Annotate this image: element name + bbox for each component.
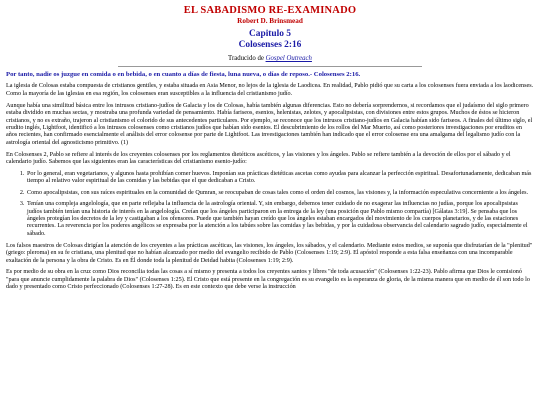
paragraph-4: Los falsos maestros de Colosas dirigían la atención de los creyentes a las prácticas ascéticas, las visiones, los ángeles, los sábados, y el calendario. Mediante estos medios, se suponía que disfrutarían de la "plenitud" (griego: pleroma) en su fe cristiana, una plenitud que no habían alcanzado por medio del evangelio recibido de Pablo (Colosenses 1:19; 2:9). El apóstol responde a esta falsa enseñanza con una incomparable exaltación de la persona y la obra de Cristo. Es en Él donde toda la plenitud de Deidad habita (Colosenses 1:19; 2:9). [6,242,533,264]
paragraph-1: La iglesia de Colosas estaba compuesta de cristianos gentiles, y estaba situada en Asia Menor, no lejos de la iglesia de Laodicea. En realidad, Pablo pidió que su carta a los colosenses fuera enviada a los laodicenses. Como la mayoría de las iglesias en esa región, los colosenses eran susceptibles a la influencia del cristianismo judío. [6,83,534,97]
gospel-outreach-link[interactable]: Gospel Outreach [265,55,312,62]
list-item: 3. Tenían una compleja angelología, que en parte reflejaba la influencia de la astrología oriental. Y, sin embargo, debemos tener cuidado de no exagerar las influencias no judías, porque los apocalipsistas judíos también tenían una historia de interés en la angelología. Creían que los ángeles participaron en la entrega de la ley (una posición que Pablo mismo compartía) [Gálatas 3:19]. Se pensaba que los ángeles protegían los decretos de la ley y castigaban a los ofensores. Puede que también hayan creído que los ángeles estaban encargados del movimiento de los cuerpos planetarios, y de las estaciones recurrentes. La reverencia por los poderes angélicos se expresaba por la atención a los tabúes sobre las comidas y las bebidas, y por la cuidadosa observancia del calendario sagrado judío, especialmente el sábado. [26,201,534,238]
chapter-heading: Capitulo 5 [249,29,291,39]
paragraph-2: Aunque había una similitud básica entre los intrusos cristiano-judíos de Galacia y los de Colosas, había también algunas diferencias. Esto no debería sorprendernos, si recordamos que el judaísmo del siglo primero estaba dividido en muchas sectas, y mostraba una profunda variedad de pensamiento. Había fariseos, esenios, helenistas, zelotes, y apocalipsistas, con divisiones entre estos grupos. Muchos de éstos se hicieron cristianos, y no es extraño, trajeron al cristianismo el colorido de sus antecedentes particulares. Por ejemplo, se reconoce que los intrusos cristiano-judíos en Galacia habían sido fariseos. A finales del último siglo, el erudito inglés, Lightfoot, identificó a los intrusos colosenses como cristianos judíos que habían sido esenios. El descubrimiento de los rollos del Mar Muerto, así como posteriores investigaciones por eruditos en años recientes, han confirmado esencialmente el análisis del error colosense por parte de Lightfoot. Las investigaciones también han indicado que el error colosense era una amalgama del legalismo judío con la astrología oriental del agnosticismo primitivo. (1) [6,102,533,146]
translator-prefix: Traducido de [228,55,266,62]
author-name: Robert D. Brinsmead [237,17,303,25]
page-title: EL SABADISMO RE-EXAMINADO [183,5,357,16]
paragraph-3: En Colosenses 2, Pablo se refiere al interés de los creyentes colosenses por los reglamentos dietéticos ascéticos, y las visiones y los ángeles. Pablo se refiere también a la devoción de ellos por el sábado y el calendario judío. Sabemos que las siguientes eran las características del cristianismo esenio-judío: [6,151,511,166]
epigraph: Por tanto, nadie os juzgue en comida o en bebida, o en cuanto a días de fiesta, luna nueva, o días de reposo.- Colosenses 2:16. [6,71,361,78]
characteristics-list [6,171,534,238]
chapter-subtitle: Colosenses 2:16 [238,39,302,50]
list-item: 2. Como apocalipsistas, con sus raíces espirituales en la comunidad de Qumran, se reocupaban de cosas tales como el orden del cosmos, las visiones y, la información especulativa concerniente a los ángeles. [26,190,534,197]
list-item: 1. Por lo general, eran vegetarianos, y algunos hasta prohibían comer huevos. Imponían sus prácticas dietéticas ascetas como ayudas para alcanzar la perfección espiritual. Desafortunadamente, dedicaban más tiempo al relativo valor espiritual de las comidas y las bebidas que el que dedicaban a Cristo. [26,171,534,186]
divider [118,66,422,67]
translator-credit [6,55,534,62]
paragraph-5: Es por medio de su obra en la cruz como Dios reconcilia todas las cosas a sí mismo y presenta a todos los creyentes santos y libres "de toda acusación" (Colosenses 1:22-23). Pablo afirma que Dios le comisionó "para que anuncie cumplidamente la palabra de Dios" (Colosenses 1:25). El Cristo que está presente en la congregación es su evangelio es la esperanza de gloria, de la misma manera que en medio de él son todo lo dado y presentado como Cristo perfeccionado (Colosenses 1:27-28). Es en este contexto que debe verse la instrucción [6,269,530,291]
